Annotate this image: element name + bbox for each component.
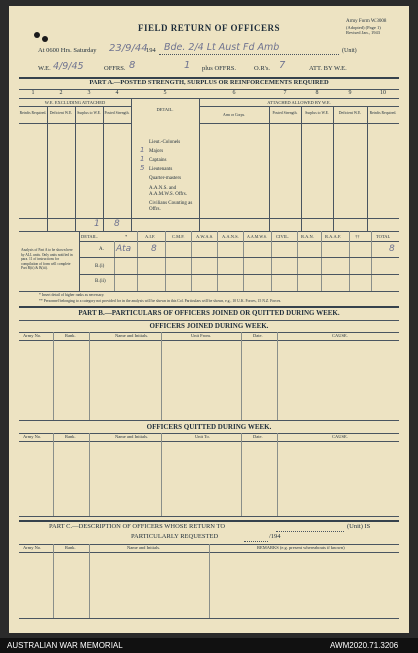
hw-rank-mark: 1 [140,146,145,154]
detail-header: DETAIL. [156,107,174,112]
col-number: 7 [283,90,287,96]
hw-row-a-total: 8 [389,244,395,254]
hw-plus-offrs: 1 [184,60,191,71]
joined-col-cause: CAUSE. [332,333,348,338]
col-header-surplus-att: Surplus to W.E. [305,111,329,115]
col-header-deficient-att: Deficient W.E. [338,111,362,115]
rank-majors: Majors [149,149,164,154]
form-adopted: (Adopted) (Page 1) [346,25,381,30]
form-title: FIELD RETURN OF OFFICERS [138,23,280,33]
plus-offrs-label: plus OFFRS. [202,65,236,72]
analysis-row-bi: B.(i) [95,264,105,269]
hw-offrs: 8 [129,60,136,71]
analysis-note: Analysis of Part A to be shown here by ALL units. Only units notified in para. 11 of instructions for compilation of form will complete Part B(ii) & B(iii). [21,248,73,271]
quitted-col-unit: Unit To. [195,434,210,439]
col-number: 4 [115,90,119,96]
archive-footer [0,638,418,653]
col-header-reinfts-att: Reinfts Required. [369,111,397,115]
year-label: 194 [146,47,156,54]
part-c-date-label: /194 [269,533,281,540]
quitted-col-cause: CAUSE. [332,434,348,439]
col-number: 5 [163,90,167,96]
joined-col-date: Date. [253,333,263,338]
unit-label: (Unit) [342,48,357,54]
form-sheet [9,6,409,633]
joined-col-army-no: Army No. [23,333,42,338]
col-number: 9 [348,90,352,96]
att-label: ATT. BY W.E. [309,65,347,72]
quitted-col-name: Name and Initials. [115,434,149,439]
we-excl-header: W.E. EXCLUDING ATTACHED [44,100,106,105]
footnote-categories: ** Personnel belonging to a category not provided for in the analysis will be shown in this Col. Particulars will be shown, e.g., 10 U.K. Forces, 15 N.Z. Forces. [39,299,282,303]
part-c-col-army-no: Army No. [23,545,42,550]
col-number: 8 [315,90,319,96]
we-label: W.E. [38,65,51,72]
hw-total-posted: 8 [114,219,120,229]
date-line-label: At 0600 Hrs. Saturday [38,47,97,54]
col-number: 6 [232,90,236,96]
punch-hole [42,36,48,42]
quitted-col-rank: Rank. [65,434,76,439]
rank-captains: Captains [149,158,167,163]
hw-unit: Bde. 2/4 Lt Aust Fd Amb [164,42,280,53]
col-header-posted-att: Posted Strength. [272,111,298,115]
analysis-header-detail: DETAIL. [81,234,99,239]
analysis-header-raaf: R.A.A.F. [325,234,342,239]
hw-rank-mark: 5 [140,164,145,172]
hw-total-mark: 1 [94,219,100,229]
analysis-row-a: A. [99,247,104,252]
punch-hole [34,32,40,38]
form-number: Army Form W.3008 [346,19,387,24]
joined-col-name: Name and Initials. [115,333,149,338]
part-c-col-remarks: REMARKS (e.g. present whereabouts if known) [257,545,345,550]
quitted-col-army-no: Army No. [23,434,42,439]
col-number: 10 [380,90,386,96]
hw-ors: 7 [279,60,286,71]
rank-civilians: Civilians Counting as Offrs. [149,201,193,212]
analysis-header-ran: R.A.N. [301,234,314,239]
col-header-arm: Arm or Corps. [222,113,246,117]
rank-lt-col: Lieut.-Colonels [149,140,181,145]
col-number: 2 [59,90,63,96]
part-c-title: PART C.—DESCRIPTION OF OFFICERS WHOSE RETURN TO [49,523,226,530]
joined-col-rank: Rank. [65,333,76,338]
offrs-label: OFFRS. [104,65,126,72]
analysis-header-civil: CIVIL. [276,234,290,239]
analysis-row-bii: B.(ii) [95,279,106,284]
hw-date: 23/9/44 [109,43,148,54]
part-a-title: PART A.—POSTED STRENGTH, SURPLUS OR REINFORCEMENTS REQUIRED [89,79,329,86]
part-c-title-requested: PARTICULARLY REQUESTED [131,533,219,540]
analysis-header-star: * [125,234,128,239]
part-c-col-name: Name and Initials. [127,545,161,550]
form-revised: Revised Jan., 1943 [346,30,380,35]
hw-row-a-aif: 8 [151,244,157,254]
part-c-unit-label: (Unit) IS [347,523,371,530]
rank-lieutenants: Lieutenants [149,167,173,172]
quitted-title: OFFICERS QUITTED DURING WEEK. [146,423,272,431]
joined-col-unit: Unit From. [191,333,212,338]
hw-we: 4/9/45 [53,61,84,72]
analysis-header-cmf: C.M.F. [172,234,185,239]
part-c-col-rank: Rank. [65,545,76,550]
footer-accession: AWM2020.71.3206 [330,641,399,650]
analysis-header-aamws: A.A.M.W.S. [247,234,267,239]
analysis-header-total: TOTAL [376,234,391,239]
analysis-header-aif: A.I.F. [145,234,156,239]
hw-row-a-detail: Ata [116,244,132,254]
quitted-col-date: Date. [253,434,263,439]
col-header-surplus: Surplus to W.E. [77,111,101,115]
rank-aans: A.A.N.S. and A.A.M.W.S. Offrs. [149,186,187,197]
col-number: 1 [31,90,35,96]
col-number: 3 [87,90,91,96]
att-allowed-header: ATTACHED ALLOWED BY W.E. [267,100,331,105]
joined-title: OFFICERS JOINED DURING WEEK. [149,322,269,330]
analysis-header-aans: A.A.N.S. [222,234,239,239]
ors-label: O.R's. [254,65,270,72]
part-b-title: PART B.—PARTICULARS OF OFFICERS JOINED OR QUITTED DURING WEEK. [78,309,340,317]
hw-rank-mark: 1 [140,155,145,163]
analysis-header-awas: A.W.A.S. [196,234,214,239]
col-header-reinfts: Reinfts Required. [19,111,47,115]
rank-qm: Quarter-masters [149,176,182,181]
footnote-ranks: * Insert detail of higher ranks as necessary. [39,293,105,297]
col-header-posted: Posted Strength. [104,111,130,115]
footer-institution: AUSTRALIAN WAR MEMORIAL [7,641,123,650]
col-header-deficient: Deficient W.E. [49,111,73,115]
analysis-header-other: †† [355,234,360,239]
